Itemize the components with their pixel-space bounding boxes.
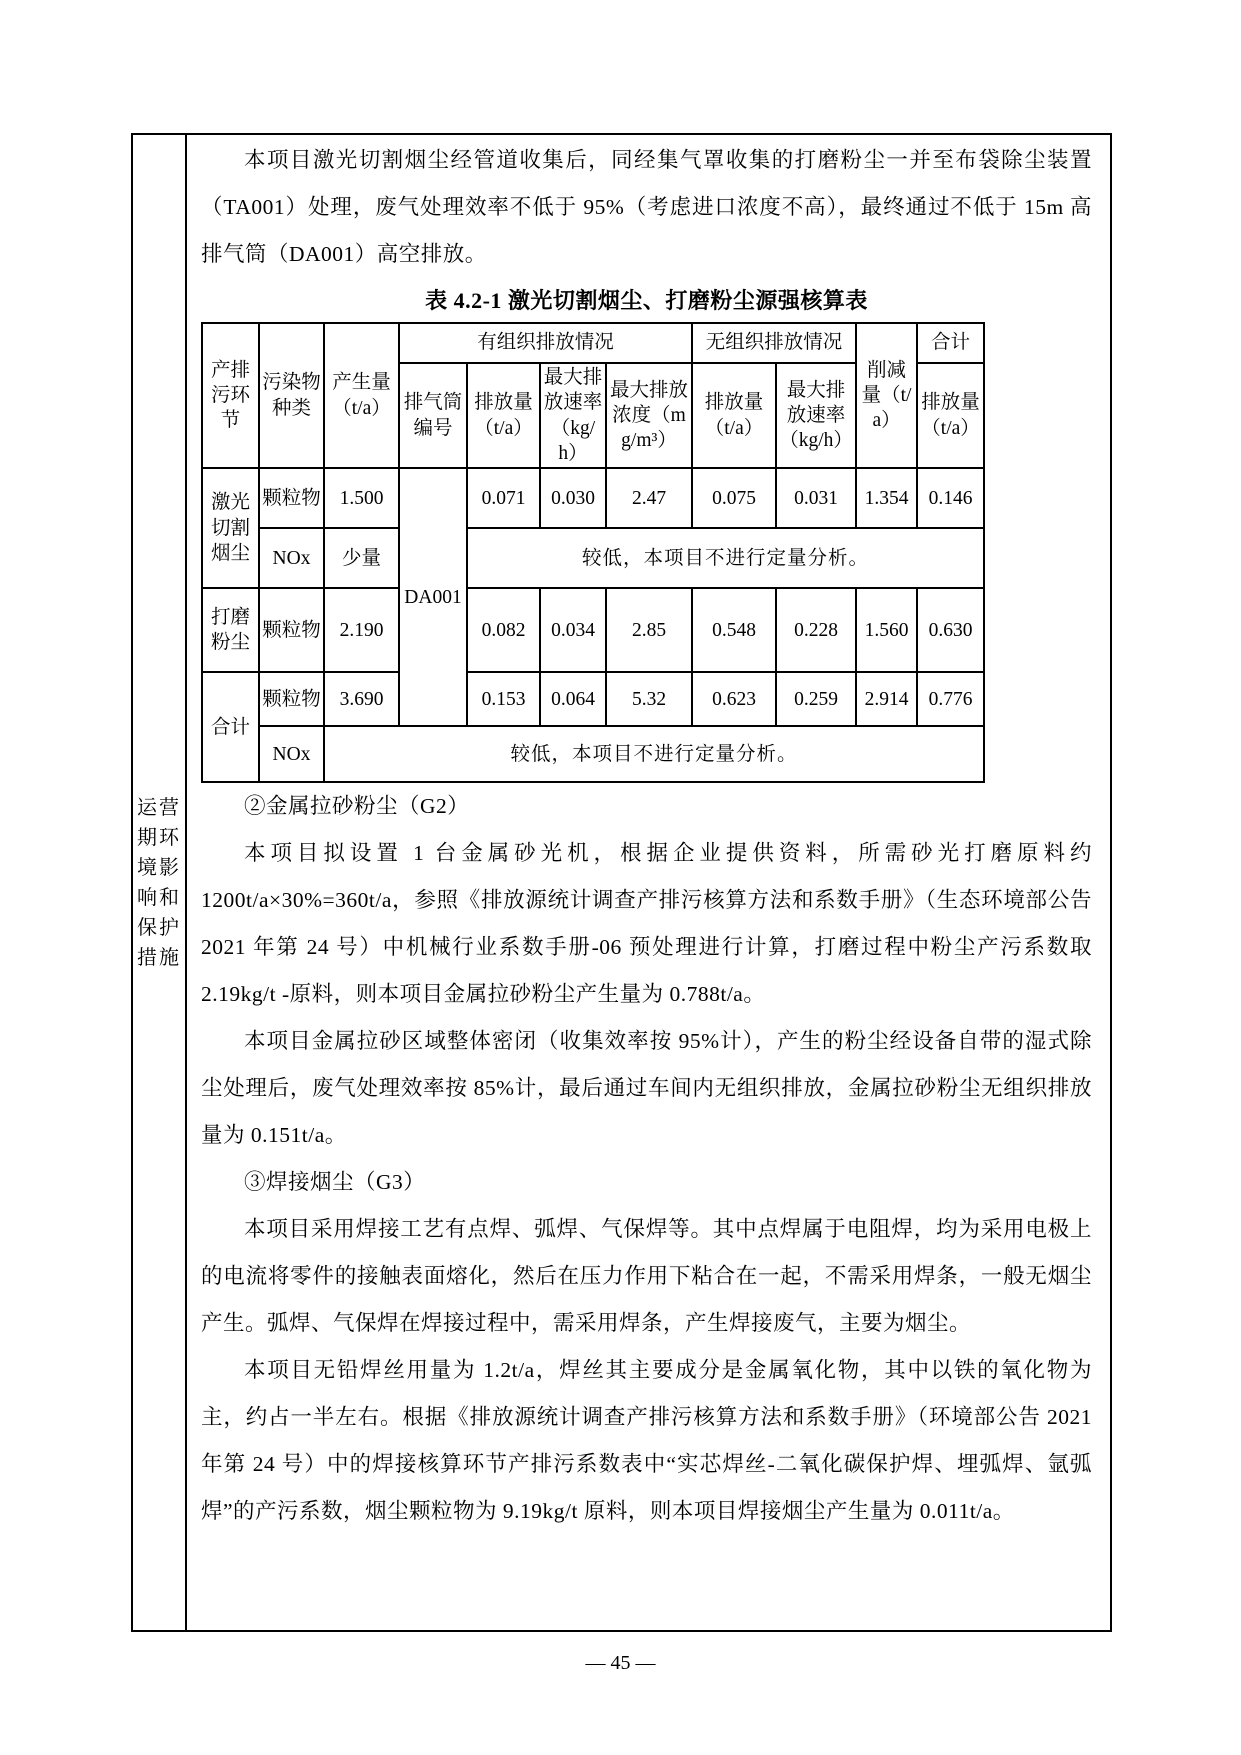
header-generation: 产生量（t/a） [324,323,399,468]
cell-total-pm-pollutant: 颗粒物 [259,672,324,726]
header-env-stage: 产排污环节 [202,323,259,468]
header-stack-id: 排气筒编号 [399,363,467,468]
table-row-total-nox [202,726,984,782]
header-organized-group: 有组织排放情况 [399,323,692,363]
cell-total-pm-reduction: 2.914 [856,672,917,726]
paragraph-g3-2: 本项目无铅焊丝用量为 1.2t/a，焊丝其主要成分是金属氧化物，其中以铁的氧化物为主，约占一半左右。根据《排放源统计调查产排污核算方法和系数手册》（环境部公告 2021 年第 24 号）中的焊接核算环节产排污系数表中“实芯焊丝-二氧化碳保护焊、埋弧焊、氩弧焊”的产污系数，烟尘颗粒物为 9.19kg/t 原料，则本项目焊接烟尘产生量为 0.011t/a。 [201,1358,1092,1524]
cell-grinding-pm-emission: 0.082 [467,588,540,672]
table-header-row-1 [202,323,984,363]
cell-laser-pm-gen: 1.500 [324,468,399,528]
document-frame [131,133,1112,1632]
sidebar-cell [133,135,187,1630]
header-fugitive-emission: 排放量（t/a） [692,363,776,468]
header-unorganized-group: 无组织排放情况 [692,323,856,363]
cell-laser-pm-reduction: 1.354 [856,468,917,528]
cell-total-pm-gen: 3.690 [324,672,399,726]
cell-laser-label: 激光切割烟尘 [202,468,259,588]
header-reduction: 削减量（t/a） [856,323,917,468]
cell-grinding-pm-fug-rate: 0.228 [776,588,856,672]
table-row-grinding-pm [202,588,984,672]
cell-total-nox-note: 较低，本项目不进行定量分析。 [324,726,984,782]
cell-laser-nox-note: 较低，本项目不进行定量分析。 [467,528,984,588]
cell-grinding-pm-conc: 2.85 [606,588,692,672]
header-org-concentration: 最大排放浓度（mg/m³） [606,363,692,468]
page-number: — 45 — [585,1652,656,1674]
table-row-total-pm [202,672,984,726]
cell-grinding-pm-fug-emission: 0.548 [692,588,776,672]
header-total-emission: 排放量（t/a） [917,363,984,468]
cell-grinding-pm-pollutant: 颗粒物 [259,588,324,672]
table-title: 表 4.2-1 激光切割烟尘、打磨粉尘源强核算表 [425,288,868,313]
cell-laser-pm-fug-rate: 0.031 [776,468,856,528]
cell-laser-pm-pollutant: 颗粒物 [259,468,324,528]
cell-laser-pm-conc: 2.47 [606,468,692,528]
header-org-rate: 最大排放速率（kg/h） [540,363,606,468]
cell-grinding-pm-gen: 2.190 [324,588,399,672]
cell-laser-pm-emission: 0.071 [467,468,540,528]
cell-grinding-label: 打磨粉尘 [202,588,259,672]
paragraph-g2-2: 本项目金属拉砂区域整体密闭（收集效率按 95%计），产生的粉尘经设备自带的湿式除尘处理后，废气处理效率按 85%计，最后通过车间内无组织排放，金属拉砂粉尘无组织排放量为 0.151t/a。 [201,1029,1092,1148]
section-heading-g3: ③焊接烟尘（G3） [244,1170,426,1195]
cell-total-label: 合计 [202,672,259,782]
cell-laser-nox-gen: 少量 [324,528,399,588]
cell-laser-pm-rate: 0.030 [540,468,606,528]
cell-grinding-pm-total: 0.630 [917,588,984,672]
cell-laser-nox-pollutant: NOx [259,528,324,588]
table-row-laser-pm [202,468,984,528]
cell-grinding-pm-rate: 0.034 [540,588,606,672]
header-fugitive-rate: 最大排放速率（kg/h） [776,363,856,468]
cell-laser-pm-fug-emission: 0.075 [692,468,776,528]
content-cell [187,135,1110,1630]
cell-total-pm-emission: 0.153 [467,672,540,726]
cell-total-nox-pollutant: NOx [259,726,324,782]
cell-total-pm-fug-rate: 0.259 [776,672,856,726]
cell-total-pm-rate: 0.064 [540,672,606,726]
sidebar-label: 运营期环境影响和保护措施 [137,796,181,969]
paragraph-g2-1: 本项目拟设置 1 台金属砂光机，根据企业提供资料，所需砂光打磨原料约 1200t/a×30%=360t/a，参照《排放源统计调查产排污核算方法和系数手册》（生态环境部公告 2021 年第 24 号）中机械行业系数手册-06 预处理进行计算，打磨过程中粉尘产污系数取 2.19kg/t -原料，则本项目金属拉砂粉尘产生量为 0.788t/a。 [201,841,1092,1007]
cell-total-pm-conc: 5.32 [606,672,692,726]
intro-paragraph: 本项目激光切割烟尘经管道收集后，同经集气罩收集的打磨粉尘一并至布袋除尘装置（TA001）处理，废气处理效率不低于 95%（考虑进口浓度不高），最终通过不低于 15m 高排气筒（DA001）高空排放。 [201,148,1092,266]
header-pollutant-type: 污染物种类 [259,323,324,468]
cell-stack-id: DA001 [399,468,467,726]
cell-total-pm-total: 0.776 [917,672,984,726]
paragraph-g3-1: 本项目采用焊接工艺有点焊、弧焊、气保焊等。其中点焊属于电阻焊，均为采用电极上的电流将零件的接触表面熔化，然后在压力作用下粘合在一起，不需采用焊条，一般无烟尘产生。弧焊、气保焊在焊接过程中，需采用焊条，产生焊接废气，主要为烟尘。 [201,1217,1092,1336]
cell-laser-pm-total: 0.146 [917,468,984,528]
emissions-table [201,322,985,783]
table-row-laser-nox [202,528,984,588]
header-org-emission: 排放量（t/a） [467,363,540,468]
cell-total-pm-fug-emission: 0.623 [692,672,776,726]
section-heading-g2: ②金属拉砂粉尘（G2） [244,794,470,819]
header-total-group: 合计 [917,323,984,363]
cell-grinding-pm-reduction: 1.560 [856,588,917,672]
